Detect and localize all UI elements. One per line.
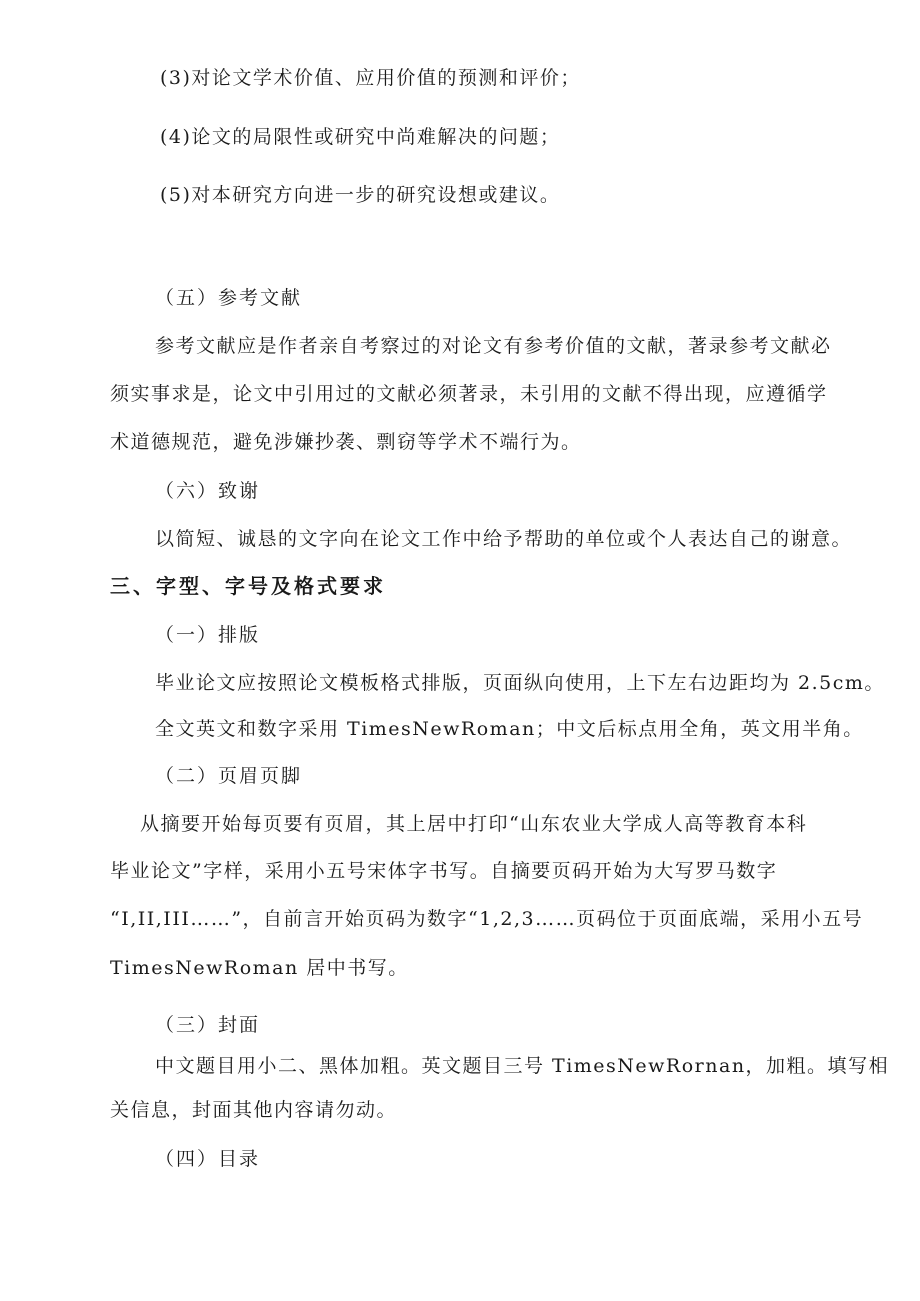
- paragraph-line: 全文英文和数字采用 TimesNewRoman；中文后标点用全角，英文用半角。: [155, 718, 864, 740]
- paragraph-line: 毕业论文应按照论文模板格式排版，页面纵向使用，上下左右边距均为 2.5cm。: [155, 672, 885, 694]
- paragraph-line: 术道德规范，避免涉嫌抄袭、剽窃等学术不端行为。: [110, 431, 582, 453]
- list-item-4: (4)论文的局限性或研究中尚难解决的问题；: [160, 126, 561, 148]
- section-heading-header-footer: （二）页眉页脚: [155, 765, 303, 787]
- section-heading-layout: （一）排版: [155, 624, 261, 646]
- section-heading-contents: （四）目录: [155, 1148, 261, 1170]
- paragraph-line: “I,II,III……”，自前言开始页码为数字“1,2,3……页码位于页面底端，采用小五号: [110, 908, 864, 930]
- paragraph-line: 关信息，封面其他内容请勿动。: [110, 1099, 398, 1121]
- paragraph-line: 从摘要开始每页要有页眉，其上居中打印“山东农业大学成人高等教育本科: [140, 813, 808, 835]
- paragraph-line: 毕业论文”字样，采用小五号宋体字书写。自摘要页码开始为大写罗马数字: [110, 860, 778, 882]
- paragraph-line: TimesNewRoman 居中书写。: [110, 957, 409, 979]
- chapter-heading: 三、字型、字号及格式要求: [110, 574, 386, 598]
- section-heading-references: （五）参考文献: [155, 287, 303, 309]
- section-heading-cover: （三）封面: [155, 1014, 261, 1036]
- list-item-5: (5)对本研究方向进一步的研究设想或建议。: [160, 184, 561, 206]
- list-item-3: (3)对论文学术价值、应用价值的预测和评价；: [160, 67, 581, 89]
- paragraph-line: 须实事求是，论文中引用过的文献必须著录，未引用的文献不得出现，应遵循学: [110, 383, 828, 405]
- paragraph-line: 参考文献应是作者亲自考察过的对论文有参考价值的文献，著录参考文献必: [155, 335, 832, 357]
- paragraph-line: 中文题目用小二、黑体加粗。英文题目三号 TimesNewRornan，加粗。填写相: [155, 1055, 890, 1077]
- section-heading-acknowledgements: （六）致谢: [155, 480, 261, 502]
- paragraph-line: 以简短、诚恳的文字向在论文工作中给予帮助的单位或个人表达自己的谢意。: [155, 528, 853, 550]
